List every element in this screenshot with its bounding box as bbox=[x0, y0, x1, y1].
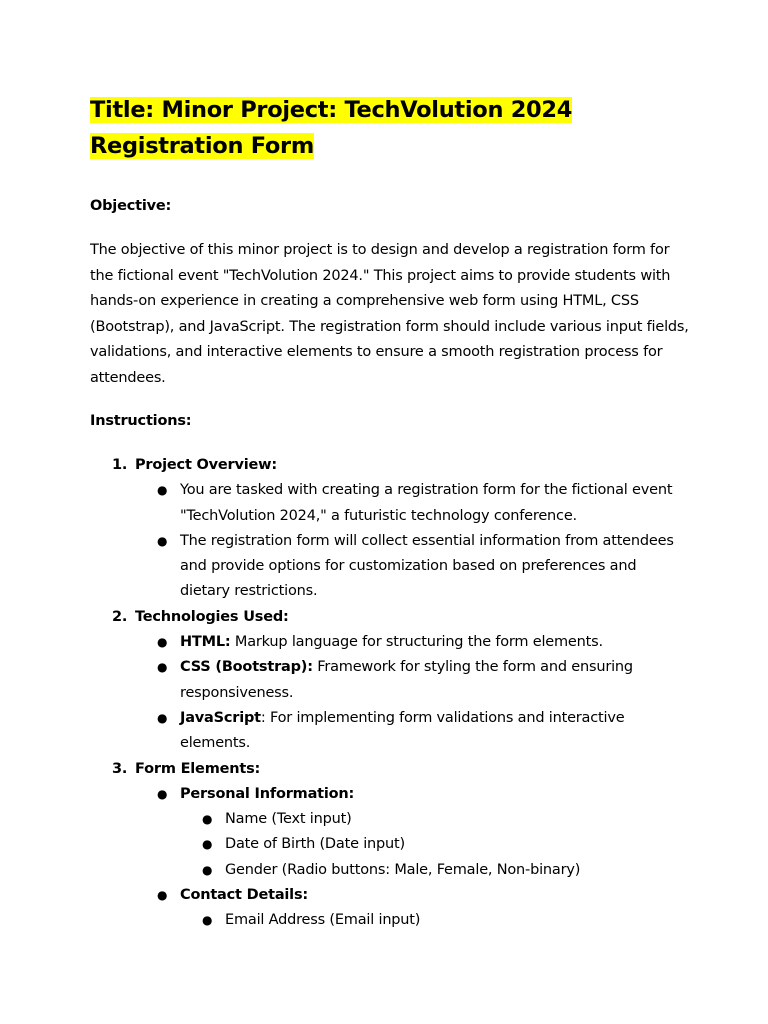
bullet-icon: ● bbox=[202, 837, 213, 852]
objective-heading: Objective: bbox=[90, 198, 172, 214]
list-item bbox=[180, 832, 690, 857]
technology-description: Framework for styling the form and ensuring responsiveness. bbox=[180, 659, 633, 701]
form-elements-groups bbox=[135, 782, 690, 934]
instruction-number: 2. bbox=[112, 608, 128, 625]
technology-name: JavaScript bbox=[180, 709, 261, 726]
instructions-list bbox=[90, 453, 690, 934]
instruction-number: 1. bbox=[112, 457, 128, 473]
bullet-icon: ● bbox=[202, 812, 213, 827]
bullet-icon: ● bbox=[157, 483, 168, 498]
title-highlight: Title: Minor Project: TechVolution 2024 Registration Form bbox=[90, 97, 573, 159]
list-item bbox=[135, 529, 690, 605]
field-description: Name (Text input) bbox=[225, 811, 352, 828]
instruction-title: Technologies Used: bbox=[135, 608, 289, 625]
bullet-icon: ● bbox=[157, 710, 168, 725]
list-item bbox=[135, 478, 690, 529]
field-description: Email Address (Email input) bbox=[225, 912, 421, 929]
group-heading: Contact Details: bbox=[180, 887, 308, 904]
list-item bbox=[135, 630, 690, 655]
group-heading: Personal Information: bbox=[180, 785, 355, 802]
technology-description: : For implementing form validations and interactive elements. bbox=[180, 709, 625, 752]
list-item bbox=[135, 655, 690, 706]
objective-paragraph: The objective of this minor project is to design and develop a registration form for the fictional event "TechVolution 2024." This project aims to provide students with hands-on experience in creating a comprehensive web form using HTML, CSS (Bootstrap), and JavaScript. The registration form should include various input fields, validations, and interactive elements to ensure a smooth registration process for attendees. bbox=[90, 242, 689, 386]
list-item bbox=[180, 858, 690, 883]
project-overview-bullets bbox=[135, 478, 690, 604]
bullet-text: You are tasked with creating a registration form for the fictional event "TechVolution 2024," a futuristic technology conference. bbox=[180, 482, 673, 524]
document-title bbox=[90, 92, 690, 164]
instruction-number: 3. bbox=[112, 760, 128, 777]
instruction-item-project-overview bbox=[90, 453, 690, 605]
field-description: Gender (Radio buttons: Male, Female, Non-binary) bbox=[225, 861, 581, 878]
instruction-item-form-elements bbox=[90, 757, 690, 934]
list-item-personal-information bbox=[135, 782, 690, 883]
contact-details-items bbox=[180, 908, 690, 933]
list-item-contact-details bbox=[135, 883, 690, 934]
bullet-icon: ● bbox=[157, 533, 168, 548]
technology-description: Markup language for structuring the form elements. bbox=[230, 634, 603, 651]
technology-name: CSS (Bootstrap): bbox=[180, 659, 313, 676]
bullet-icon: ● bbox=[157, 660, 168, 675]
bullet-icon: ● bbox=[202, 913, 213, 928]
personal-information-items bbox=[180, 807, 690, 883]
bullet-icon: ● bbox=[157, 786, 168, 801]
instructions-heading: Instructions: bbox=[90, 413, 192, 429]
list-item bbox=[180, 908, 690, 933]
bullet-icon: ● bbox=[157, 635, 168, 650]
bullet-icon: ● bbox=[157, 888, 168, 903]
technology-name: HTML: bbox=[180, 634, 231, 651]
instruction-title: Form Elements: bbox=[135, 760, 261, 777]
document-page bbox=[90, 92, 690, 934]
field-description: Date of Birth (Date input) bbox=[225, 836, 405, 853]
list-item bbox=[135, 706, 690, 757]
list-item bbox=[180, 807, 690, 832]
instruction-item-technologies-used bbox=[90, 605, 690, 757]
bullet-text: The registration form will collect essential information from attendees and provide options for customization based on preferences and dietary restrictions. bbox=[180, 532, 674, 600]
instruction-title: Project Overview: bbox=[135, 457, 277, 473]
technologies-bullets bbox=[135, 630, 690, 756]
bullet-icon: ● bbox=[202, 862, 213, 877]
